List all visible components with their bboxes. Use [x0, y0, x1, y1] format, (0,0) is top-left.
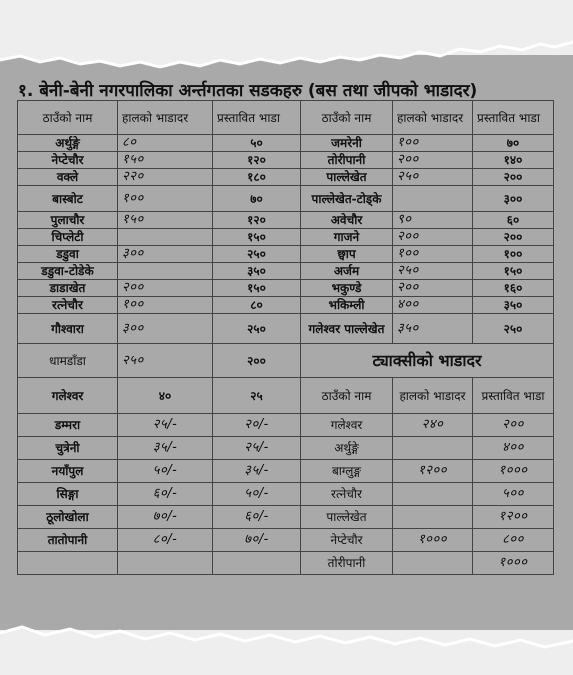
fare-value: २००: [213, 344, 301, 378]
fare-value: २५०: [393, 169, 473, 186]
fare-value: ४००: [393, 297, 473, 314]
table-row: [18, 263, 554, 280]
table-row: [18, 314, 554, 344]
fare-value: ३००: [118, 314, 213, 344]
fare-value: [118, 229, 213, 246]
place-name: चिप्लेटी: [18, 229, 118, 246]
place-name: नयाँपुल: [18, 460, 118, 483]
table-row: [18, 414, 554, 437]
place-name: वक्ले: [18, 169, 118, 186]
fare-value: १०००: [473, 552, 554, 575]
table-row: [18, 483, 554, 506]
table-row: [18, 552, 554, 575]
fare-value: ६०: [473, 212, 554, 229]
fare-value: ५०/-: [213, 483, 301, 506]
fare-value: ४०: [118, 378, 213, 414]
fare-value: ६०/-: [213, 506, 301, 529]
place-name: अवेचौर: [301, 212, 393, 229]
fare-value: ७०: [213, 186, 301, 212]
table-row: [18, 460, 554, 483]
column-header: ठाउँको नाम: [301, 101, 393, 135]
fare-value: २०/-: [213, 414, 301, 437]
place-name: डडुवा: [18, 246, 118, 263]
place-name: अर्थुङ्गे: [301, 437, 393, 460]
fare-value: १५०: [118, 152, 213, 169]
place-name: गौश्वारा: [18, 314, 118, 344]
column-header: ठाउँको नाम: [18, 101, 118, 135]
table-row: [18, 152, 554, 169]
taxi-header-row: [18, 378, 554, 414]
table-row: [18, 344, 554, 378]
fare-value: ७०: [473, 135, 554, 152]
table-row: [18, 212, 554, 229]
column-header: प्रस्तावित भाडा: [213, 101, 301, 135]
fare-value: ३५/-: [118, 437, 213, 460]
table-row: [18, 186, 554, 212]
place-name: पाल्लेखेत-टोड्के: [301, 186, 393, 212]
fare-value: २५०: [393, 263, 473, 280]
place-name: डाडाखेत: [18, 280, 118, 297]
place-name: भकिम्ली: [301, 297, 393, 314]
fare-value: ७०/-: [213, 529, 301, 552]
place-name: जमरेनी: [301, 135, 393, 152]
place-name: गाजने: [301, 229, 393, 246]
fare-value: १२०: [213, 212, 301, 229]
fare-value: ८०/-: [118, 529, 213, 552]
fare-value: २५/-: [213, 437, 301, 460]
place-name: बास्बोट: [18, 186, 118, 212]
fare-value: २००: [393, 152, 473, 169]
place-name: तातोपानी: [18, 529, 118, 552]
place-name: सिङ्गा: [18, 483, 118, 506]
fare-value: २४०: [393, 414, 473, 437]
fare-value: [393, 552, 473, 575]
torn-edge-bottom: [0, 615, 573, 675]
fare-value: [393, 506, 473, 529]
place-name: चुत्रेनी: [18, 437, 118, 460]
place-name: अर्थुङ्गे: [18, 135, 118, 152]
table-row: [18, 506, 554, 529]
fare-value: ३५०: [393, 314, 473, 344]
fare-value: [118, 263, 213, 280]
fare-value: १५०: [213, 280, 301, 297]
place-name: भकुण्डे: [301, 280, 393, 297]
fare-value: १००: [118, 186, 213, 212]
fare-value: १६०: [473, 280, 554, 297]
fare-value: २५: [213, 378, 301, 414]
fare-value: १००: [473, 246, 554, 263]
fare-value: १२००: [393, 460, 473, 483]
fare-value: [393, 186, 473, 212]
fare-value: २००: [393, 229, 473, 246]
page-title: १. बेनी-बेनी नगरपालिका अर्न्तगतका सडकहरु (बस तथा जीपको भाडादर): [18, 81, 478, 101]
fare-value: ३५०: [473, 297, 554, 314]
table-row: [18, 229, 554, 246]
place-name: गलेश्वर: [18, 378, 118, 414]
place-name: छ्वाप: [301, 246, 393, 263]
fare-value: १५०: [473, 263, 554, 280]
place-name: रत्नेचौर: [18, 297, 118, 314]
place-name: पाल्लेखेत: [301, 506, 393, 529]
fare-value: ८०: [118, 135, 213, 152]
fare-table: [17, 100, 554, 575]
fare-value: ३००: [118, 246, 213, 263]
fare-value: ९०: [393, 212, 473, 229]
fare-value: २५०: [213, 246, 301, 263]
fare-value: [393, 483, 473, 506]
fare-value: २००: [473, 229, 554, 246]
fare-value: २००: [473, 414, 554, 437]
taxi-section-title: ट्याक्सीको भाडादर: [301, 344, 554, 378]
column-header: प्रस्तावित भाडा: [473, 101, 554, 135]
place-name: रत्नेचौर: [301, 483, 393, 506]
fare-value: ३५०: [213, 263, 301, 280]
place-name: अर्जम: [301, 263, 393, 280]
fare-value: २५०: [213, 314, 301, 344]
fare-value: ८००: [473, 529, 554, 552]
place-name: गलेश्वर पाल्लेखेत: [301, 314, 393, 344]
table-row: [18, 297, 554, 314]
place-name: पुलाचौर: [18, 212, 118, 229]
fare-value: ५०/-: [118, 460, 213, 483]
fare-value: १५०: [213, 229, 301, 246]
fare-value: १२००: [473, 506, 554, 529]
fare-value: ३००: [473, 186, 554, 212]
fare-value: ६०/-: [118, 483, 213, 506]
place-name: नेप्टेचौर: [301, 529, 393, 552]
fare-value: १००: [393, 135, 473, 152]
fare-value: १०००: [473, 460, 554, 483]
torn-edge-top: [0, 0, 573, 70]
column-header: ठाउँको नाम: [301, 378, 393, 414]
fare-value: १४०: [473, 152, 554, 169]
column-header: प्रस्तावित भाडा: [473, 378, 554, 414]
fare-value: २५/-: [118, 414, 213, 437]
fare-value: १५०: [118, 212, 213, 229]
table-row: [18, 280, 554, 297]
fare-value: २२०: [118, 169, 213, 186]
fare-value: २००: [118, 280, 213, 297]
fare-value: ५००: [473, 483, 554, 506]
column-header: हालको भाडादर: [393, 378, 473, 414]
empty-cell: [18, 552, 118, 575]
empty-cell: [118, 552, 213, 575]
place-name: धामडाँडा: [18, 344, 118, 378]
fare-value: २००: [393, 280, 473, 297]
fare-value: २५०: [473, 314, 554, 344]
table-row: [18, 135, 554, 152]
fare-value: ५०: [213, 135, 301, 152]
fare-value: १०००: [393, 529, 473, 552]
place-name: ठूलोखोला: [18, 506, 118, 529]
fare-value: ३५/-: [213, 460, 301, 483]
fare-value: २००: [473, 169, 554, 186]
table-row: [18, 246, 554, 263]
fare-value: १००: [393, 246, 473, 263]
fare-value: ७०/-: [118, 506, 213, 529]
place-name: पाल्लेखेत: [301, 169, 393, 186]
place-name: डडुवा-टोडेके: [18, 263, 118, 280]
table-row: [18, 169, 554, 186]
place-name: तोरीपानी: [301, 152, 393, 169]
fare-value: १२०: [213, 152, 301, 169]
place-name: तोरीपानी: [301, 552, 393, 575]
fare-value: [393, 437, 473, 460]
column-header: हालको भाडादर: [393, 101, 473, 135]
place-name: गलेश्वर: [301, 414, 393, 437]
fare-value: ४००: [473, 437, 554, 460]
table-row: [18, 437, 554, 460]
empty-cell: [213, 552, 301, 575]
bus-header-row: [18, 101, 554, 135]
fare-value: २५०: [118, 344, 213, 378]
table-row: [18, 529, 554, 552]
place-name: डम्मरा: [18, 414, 118, 437]
column-header: हालको भाडादर: [118, 101, 213, 135]
fare-value: ८०: [213, 297, 301, 314]
fare-value: १८०: [213, 169, 301, 186]
place-name: नेप्टेचौर: [18, 152, 118, 169]
place-name: बाग्लुङ्ग: [301, 460, 393, 483]
fare-value: १००: [118, 297, 213, 314]
